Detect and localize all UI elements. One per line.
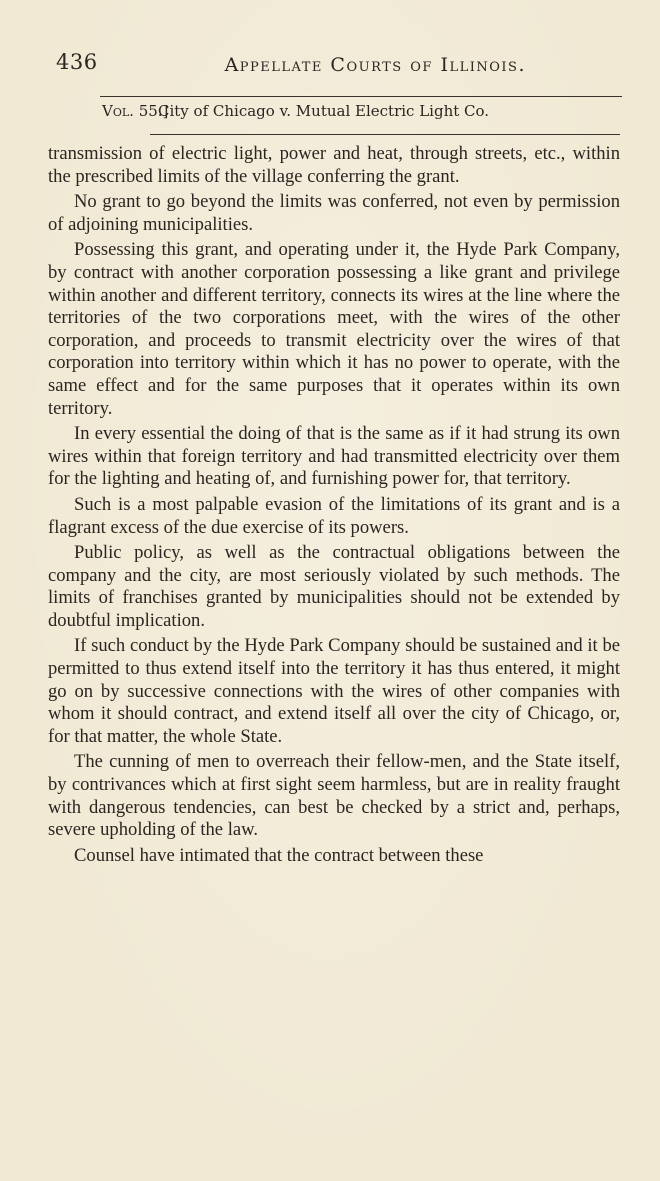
paragraph: Possessing this grant, and operating under it, the Hyde Park Company, by contract with another corporation possessing a like grant and privilege within another and different territory, connects its wires at the line where the territories of the two corporations meet, with the wires of the other corporation, and proceeds to transmit electricity over the wires of that corporation into territory within which it has no power to operate, with the same effect and for the same purposes that it operates within its own territory. — [48, 239, 620, 419]
running-title: Appellate Courts of Illinois. — [224, 54, 526, 76]
paragraph: If such conduct by the Hyde Park Company should be sustained and it be permitted to thus extend itself into the territory it has thus entered, it might go on by successive connections with the wires of other companies with whom it should contract, and extend itself all over the city of Chicago, or, for that matter, the whole State. — [48, 635, 620, 747]
paragraph-continued: transmission of electric light, power and heat, through streets, etc., within the prescribed limits of the village conferring the grant. — [48, 143, 620, 187]
paragraph: Such is a most palpable evasion of the limitations of its grant and is a flagrant excess of the due exercise of its powers. — [48, 493, 620, 538]
page-number: 436 — [56, 50, 98, 74]
paragraph-continues: Counsel have intimated that the contract between these — [74, 844, 484, 866]
page-body — [48, 143, 620, 870]
case-caption: City of Chicago v. Mutual Electric Light Co. — [158, 102, 490, 120]
paragraph: Public policy, as well as the contractual obligations between the company and the city, are most seriously violated by such methods. The limits of franchises granted by municipalities should not be extended by doubtful implication. — [48, 542, 620, 631]
volume-label: Vol. 55.] — [102, 102, 169, 120]
header-rule — [100, 96, 622, 97]
paragraph: In every essential the doing of that is the same as if it had strung its own wires within that foreign territory and had transmitted electricity over them for the lighting and heating of, and furnishing power for, that territory. — [48, 423, 620, 490]
paragraph: The cunning of men to overreach their fellow-men, and the State itself, by contrivances which at first sight seem harmless, but are in reality fraught with dangerous tendencies, can best be checked by a strict and, perhaps, severe upholding of the law. — [48, 751, 620, 841]
running-head — [56, 50, 526, 82]
paragraph: No grant to go beyond the limits was conferred, not even by permission of adjoining municipalities. — [48, 191, 620, 235]
caption-rule — [150, 134, 620, 135]
